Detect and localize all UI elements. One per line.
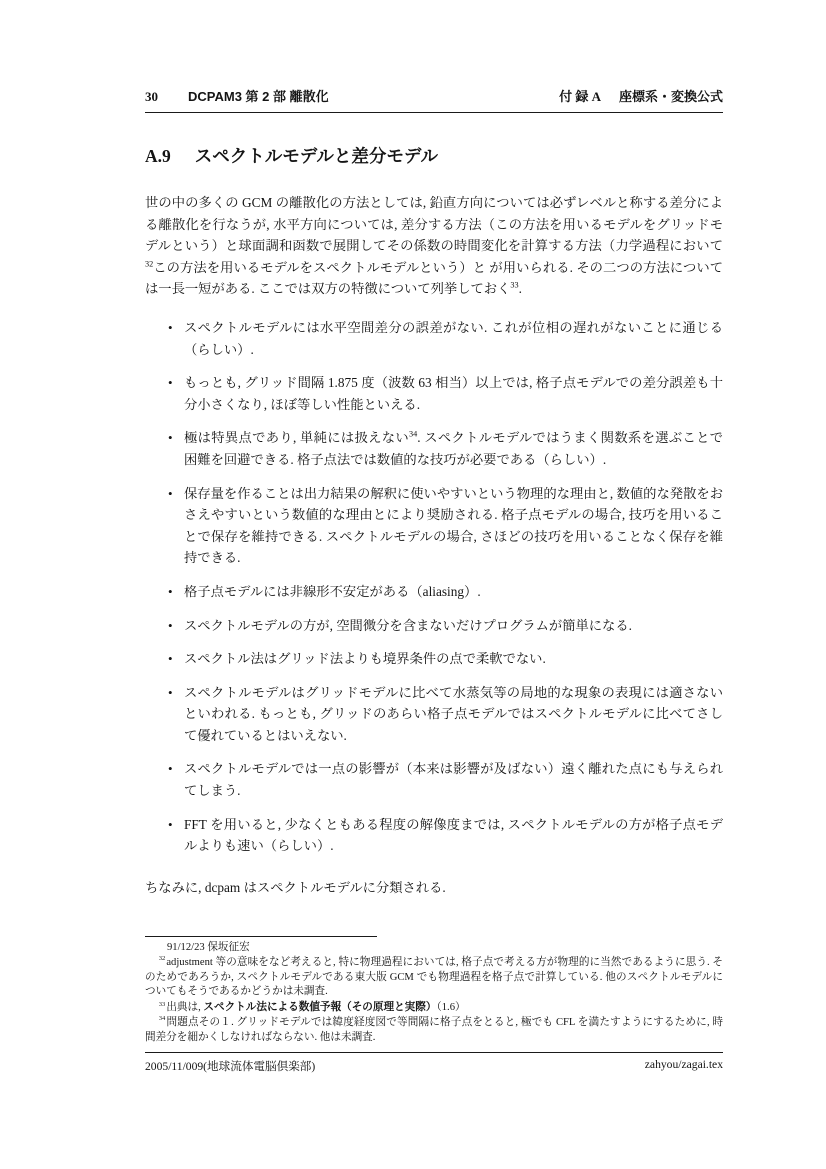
footnote-marker: 33 <box>158 1000 166 1008</box>
list-item <box>168 615 723 637</box>
footnote-marker: 34 <box>158 1015 166 1023</box>
list-item <box>168 317 723 360</box>
list-item-text: もっとも, グリッド間隔 1.875 度（波数 63 相当）以上では, 格子点モデルでの差分誤差も十分小さくなり, ほぼ等しい性能といえる. <box>184 375 723 412</box>
footnote-continuation: 91/12/23 保坂征宏 <box>167 942 250 953</box>
footnote-34 <box>145 1016 723 1046</box>
footnote-32 <box>145 956 723 1000</box>
bullet-icon: • <box>168 617 173 633</box>
footnote-text: adjustment 等の意味をなど考えると, 特に物理過程においては, 格子点で考える方が物理的に当然であるように思う. そのためであろうか, スペクトルモデルである東大版 GCM でも物理過程を格子点で計算している. 他のスペクトルモデルについてもそうであるかどうかは未調査. <box>145 956 723 998</box>
footnote-rule <box>145 936 377 937</box>
bullet-icon: • <box>168 761 173 777</box>
list-item-text: FFT を用いると, 少なくともある程度の解像度までは, スペクトルモデルの方が格子点モデルよりも速い（らしい）. <box>184 816 723 854</box>
list-item-text: 極は特異点であり, 単純には扱えない <box>184 430 409 446</box>
bullet-icon: • <box>168 319 173 335</box>
intro-paragraph <box>145 192 723 300</box>
list-item-text: スペクトルモデルはグリッドモデルに比べて水蒸気等の局地的な現象の表現には適さないといわれる. もっとも, グリッドのあらい格子点モデルではスペクトルモデルに比べてさして優れているとはいえない. <box>184 684 723 743</box>
bullet-icon: • <box>168 583 173 599</box>
list-item-text: 格子点モデルには非線形不安定がある（aliasing）. <box>184 583 481 599</box>
footnotes-block <box>145 936 723 1046</box>
list-item-text: スペクトル法はグリッド法よりも境界条件の点で柔軟でない. <box>184 651 546 667</box>
page-header <box>145 86 723 112</box>
list-item <box>168 758 723 801</box>
bullet-icon: • <box>168 430 173 446</box>
list-item-text: . スペクトルモデルではうまく関数系を選ぶことで困難を回避できる. 格子点法では数値的な技巧が必要である（らしい）. <box>184 430 723 467</box>
header-rule <box>145 112 723 113</box>
footer-right: zahyou/zagai.tex <box>644 1058 723 1071</box>
list-item <box>168 427 723 470</box>
page-number: 30 <box>145 89 158 104</box>
bullet-icon: • <box>168 684 173 700</box>
section-number: A.9 <box>145 146 171 166</box>
section-heading <box>145 143 723 168</box>
bullet-icon: • <box>168 651 173 667</box>
header-left-title: DCPAM3 第 2 部 離散化 <box>188 89 329 104</box>
bullet-icon: • <box>168 375 173 391</box>
footnote-ref-34: 34 <box>409 429 418 439</box>
header-appendix-label: 付 録 A <box>559 89 601 104</box>
list-item <box>168 483 723 569</box>
bullet-icon: • <box>168 485 173 501</box>
footnote-text: （1.6） <box>436 1002 466 1014</box>
intro-text-3: . <box>518 281 522 297</box>
footnote-ref-32: 32 <box>145 259 154 269</box>
footnote-book-title: スペクトル法による数値予報（その原理と実際） <box>203 1001 437 1014</box>
header-left <box>145 86 329 105</box>
footnote-ref-33: 33 <box>510 280 519 290</box>
list-item-text: スペクトルモデルには水平空間差分の誤差がない. これが位相の遅れがないことに通じる（らしい）. <box>184 319 723 357</box>
closing-paragraph: ちなみに, dcpam はスペクトルモデルに分類される. <box>145 879 446 895</box>
header-right <box>559 86 723 105</box>
footnote-text: 問題点その１. グリッドモデルでは緯度経度図で等間隔に格子点をとると, 極でも CFL を満たすようにするために, 時間差分を細かくしなければならない. 他は未調査. <box>145 1016 723 1043</box>
feature-list <box>145 317 723 857</box>
list-item <box>168 682 723 747</box>
list-item-text: 保存量を作ることは出力結果の解釈に使いやすいという物理的な理由と, 数値的な発散をおさえやすいという数値的な理由とにより奨励される. 格子点モデルの場合, 技巧を用いることで保存を維持できる. スペクトルモデルの場合, さほどの技巧を用いることなく保存を維持できる. <box>184 485 723 566</box>
section-title: スペクトルモデルと差分モデル <box>194 146 439 166</box>
list-item <box>168 372 723 415</box>
list-item-text: スペクトルモデルでは一点の影響が（本来は影響が及ばない）遠く離れた点にも与えられてしまう. <box>184 761 723 799</box>
footnote-33 <box>145 1000 723 1016</box>
bullet-icon: • <box>168 816 173 832</box>
page-footer <box>145 1052 723 1074</box>
intro-text-2: この方法を用いるモデルをスペクトルモデルという）と が用いられる. その二つの方法については一長一短がある. ここでは双方の特徴について列挙しておく <box>145 259 723 297</box>
footnote-marker: 32 <box>158 955 166 963</box>
footer-left: 2005/11/009(地球流体電脳倶楽部) <box>145 1060 316 1073</box>
list-item <box>168 648 723 670</box>
list-item <box>168 814 723 857</box>
list-item-text: スペクトルモデルの方が, 空間微分を含まないだけプログラムが簡単になる. <box>184 617 632 633</box>
intro-text-1: 世の中の多くの GCM の離散化の方法としては, 鉛直方向については必ずレベルと称する差分による離散化を行なうが, 水平方向については, 差分する方法（この方法を用いるモデルをグリッドモデルという）と球面調和函数で展開してその係数の時間変化を計算する方法（力学過程において <box>145 195 723 254</box>
header-right-title: 座標系・変換公式 <box>618 89 723 104</box>
list-item <box>168 581 723 603</box>
footnote-text: 出典は, <box>166 1002 204 1014</box>
